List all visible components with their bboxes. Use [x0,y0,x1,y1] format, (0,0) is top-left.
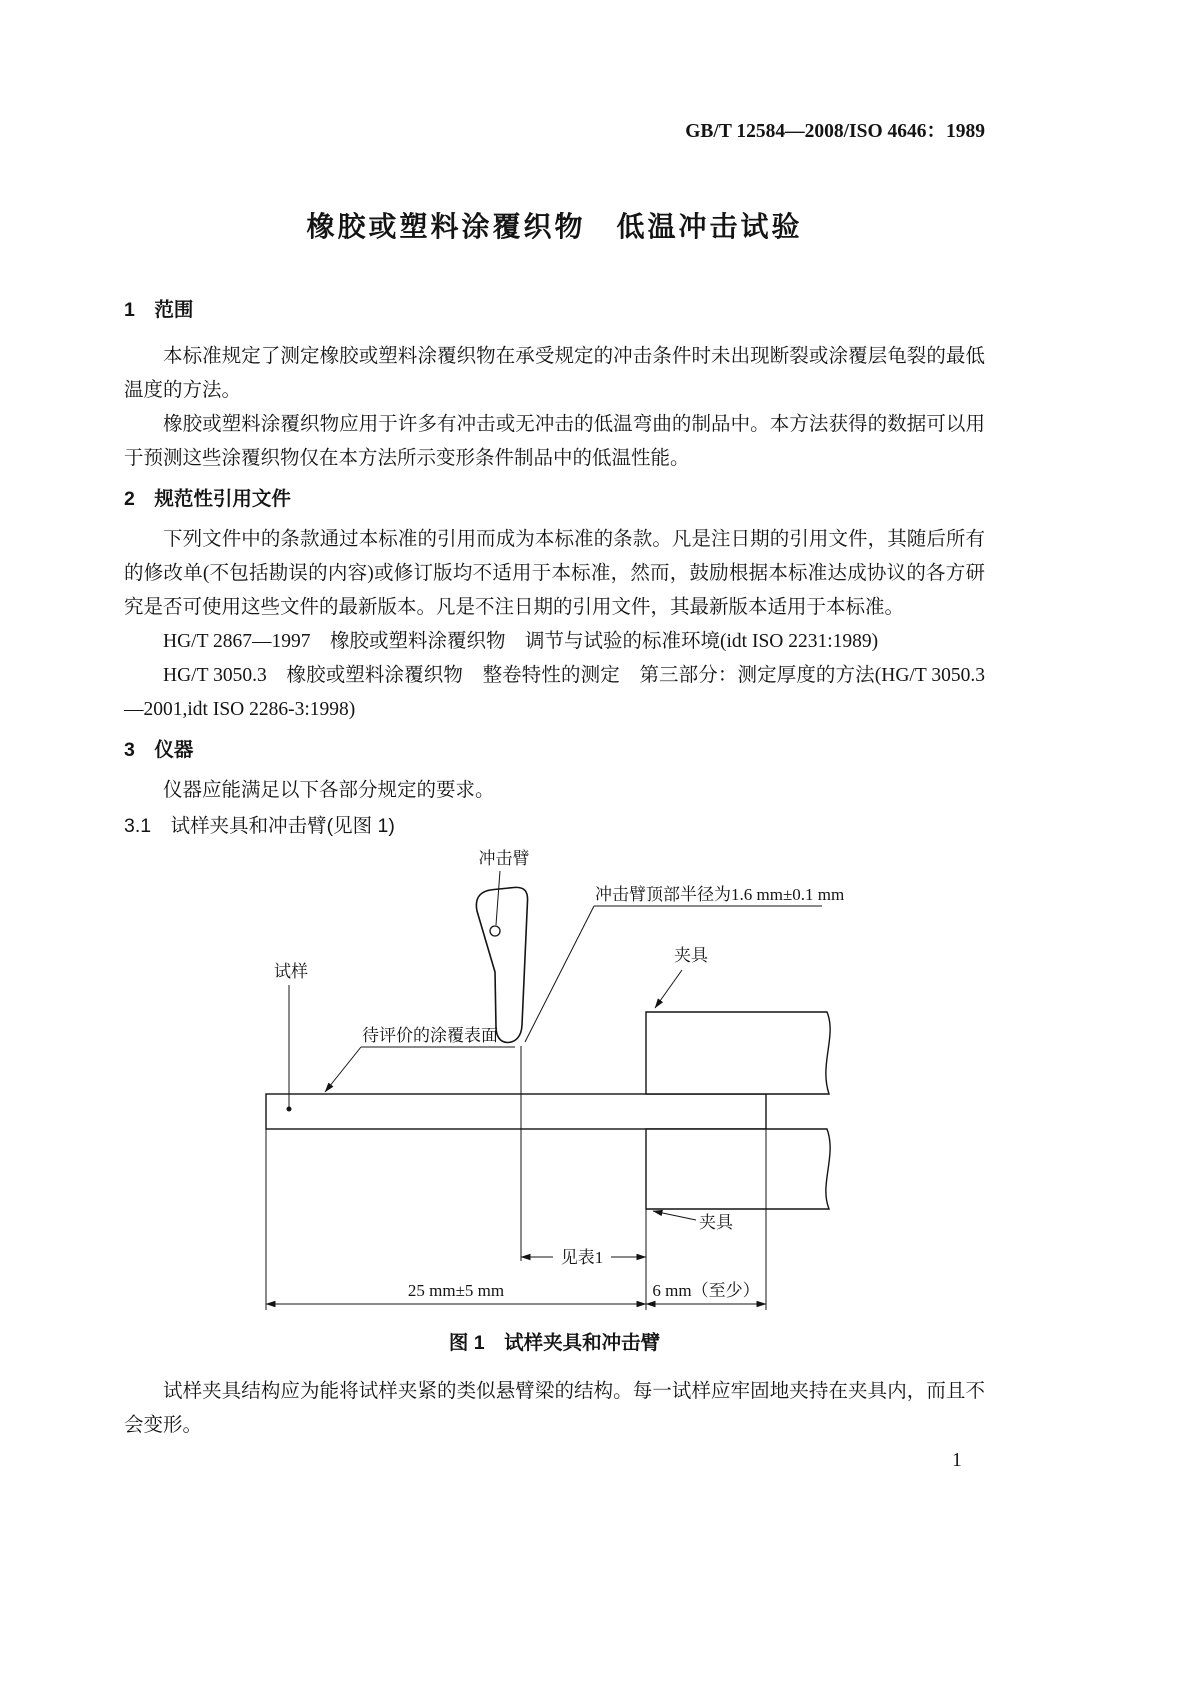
impact-arm-shape [476,887,527,1042]
coated-surface-arrow [325,1047,361,1092]
page-number: 1 [952,1450,962,1471]
figure-diagram [148,844,848,1314]
clamp-bottom-arrow [653,1211,696,1220]
clamp-top-label: 夹具 [674,946,708,965]
tip-radius-label: 冲击臂顶部半径为1.6 mm±0.1 mm [595,885,845,904]
figure-1 [124,844,985,1314]
dim-25mm-label: 25 mm±5 mm [407,1281,505,1300]
section-2-reference-1: HG/T 2867—1997 橡胶或塑料涂覆织物 调节与试验的标准环境(idt ISO 2231:1989) [163,631,879,652]
clamp-top-shape [646,1012,830,1094]
section-2-reference-2: HG/T 3050.3 橡胶或塑料涂覆织物 整卷特性的测定 第三部分：测定厚度的方法(HG/T 3050.3—2001,idt ISO 2286-3:1998) [124,665,985,720]
doc-title: 橡胶或塑料涂覆织物 低温冲击试验 [306,211,803,242]
see-table-label: 见表1 [560,1248,604,1267]
specimen-leader-dot [287,1107,292,1112]
figure-1-caption: 图 1 试样夹具和冲击臂 [448,1332,661,1354]
coated-surface-label: 待评价的涂覆表面 [362,1026,498,1045]
section-1-para-1: 本标准规定了测定橡胶或塑料涂覆织物在承受规定的冲击条件时未出现断裂或涂覆层龟裂的最低温度的方法。 [124,346,985,401]
clamp-bottom-shape [646,1129,830,1209]
section-1-heading: 1 范围 [124,299,194,321]
doc-number: GB/T 12584—2008/ISO 4646：1989 [685,121,985,142]
section-1-para-2: 橡胶或塑料涂覆织物应用于许多有冲击或无冲击的低温弯曲的制品中。本方法获得的数据可以用于预测这些涂覆织物仅在本方法所示变形条件制品中的低温性能。 [124,414,985,469]
impact-arm-label: 冲击臂 [478,849,530,868]
closing-para: 试样夹具结构应为能将试样夹紧的类似悬臂梁的结构。每一试样应牢固地夹持在夹具内，而且不会变形。 [124,1381,985,1436]
specimen-label: 试样 [274,962,308,981]
clamp-top-arrow [655,970,682,1008]
section-3-para-1: 仪器应能满足以下各部分规定的要求。 [163,780,495,801]
specimen-shape [266,1094,766,1129]
tip-radius-leader-line [525,906,594,1042]
clamp-bottom-label: 夹具 [699,1213,733,1232]
section-2-para-1: 下列文件中的条款通过本标准的引用而成为本标准的条款。凡是注日期的引用文件，其随后所有的修改单(不包括勘误的内容)或修订版均不适用于本标准，然而，鼓励根据本标准达成协议的各方研究是否可使用这些文件的最新版本。凡是不注日期的引用文件，其最新版本适用于本标准。 [124,529,985,618]
section-3-heading: 3 仪器 [124,739,194,761]
impact-arm-pivot-hole [490,926,500,936]
dim-6mm-label: 6 mm（至少） [652,1281,760,1300]
section-3-1-heading: 3.1 试样夹具和冲击臂(见图 1) [124,815,395,837]
section-2-heading: 2 规范性引用文件 [124,488,291,510]
page-content [124,0,985,1443]
